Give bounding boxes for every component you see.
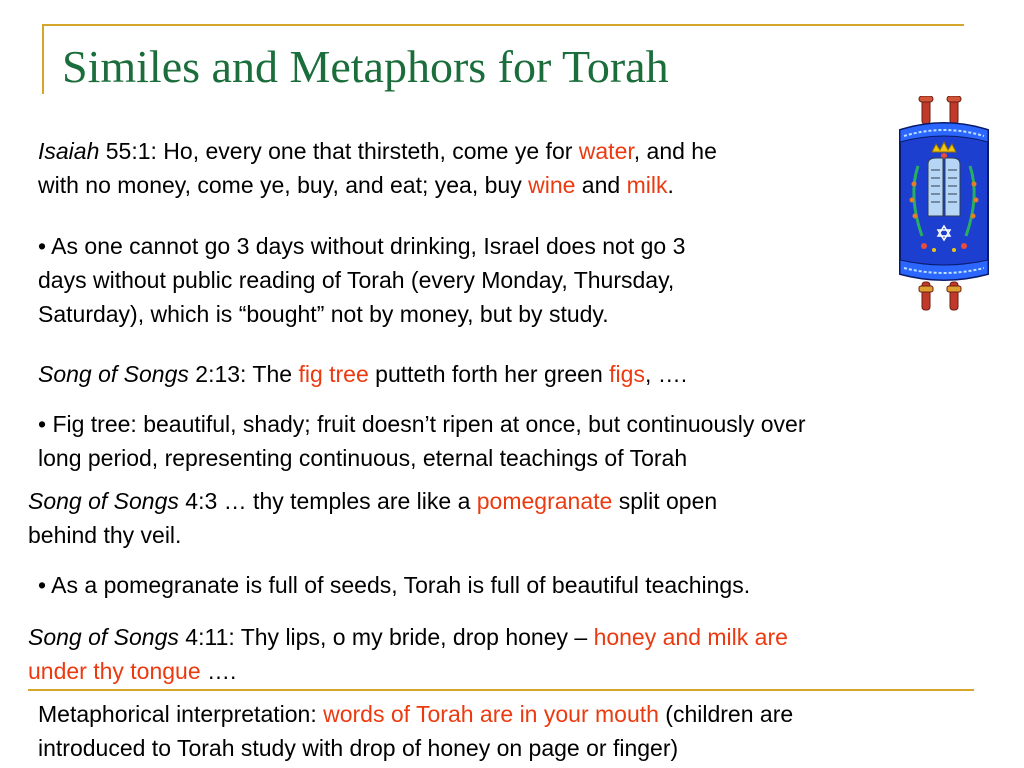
verse-song-2-13-line1 <box>38 357 687 391</box>
verse-isaiah-text: with no money, come ye, buy, and eat; yea, buy <box>38 172 529 198</box>
verse-text: 2:13: The <box>188 361 299 387</box>
verse-isaiah-line1 <box>38 134 717 168</box>
verse-isaiah-line2 <box>38 168 717 202</box>
keyword-water: water <box>578 138 634 164</box>
verse-text: …. <box>200 658 237 684</box>
note-fig-tree <box>38 407 806 475</box>
keyword-figs: figs <box>609 361 645 387</box>
verse-isaiah-book: Isaiah <box>38 138 100 164</box>
note-metaphorical-interpretation <box>38 697 793 765</box>
note-isaiah <box>38 229 685 331</box>
verse-song-2-13 <box>38 357 687 391</box>
keyword-fig-tree: fig tree <box>298 361 369 387</box>
verse-text: , …. <box>644 361 688 387</box>
torah-scroll-icon <box>894 96 994 314</box>
note-metaphorical-line2: introduced to Torah study with drop of honey on page or finger) <box>38 735 679 761</box>
verse-text: 4:3 … thy temples are like a <box>178 488 477 514</box>
verse-song-4-3-line1 <box>28 484 717 518</box>
keyword-milk: milk <box>626 172 668 198</box>
note-isaiah-line3: Saturday), which is “bought” not by money, but by study. <box>38 301 609 327</box>
verse-isaiah-text: , and he <box>633 138 717 164</box>
verse-isaiah <box>38 134 717 202</box>
note-pomegranate <box>38 568 750 602</box>
frame-top-rule <box>42 24 964 26</box>
note-metaphorical-line1 <box>38 697 793 731</box>
frame-bottom-rule <box>28 689 974 691</box>
verse-isaiah-text: . <box>667 172 674 198</box>
note-pomegranate-line1: • As a pomegranate is full of seeds, Torah is full of beautiful teachings. <box>38 572 751 598</box>
slide-title: Similes and Metaphors for Torah <box>62 41 669 92</box>
verse-text: 4:11: Thy lips, o my bride, drop honey – <box>178 624 594 650</box>
verse-isaiah-text: and <box>575 172 627 198</box>
verse-song-4-3-line2: behind thy veil. <box>28 522 182 548</box>
note-text: Metaphorical interpretation: <box>38 701 324 727</box>
keyword-pomegranate: pomegranate <box>476 488 613 514</box>
keyword-wine: wine <box>528 172 576 198</box>
note-fig-tree-line1: • Fig tree: beautiful, shady; fruit doesn’t ripen at once, but continuously over <box>38 411 806 437</box>
verse-song-4-11-line1 <box>28 620 788 654</box>
verse-song-4-11 <box>28 620 788 688</box>
frame-left-rule <box>42 24 44 94</box>
verse-song-4-3-book: Song of Songs <box>28 488 179 514</box>
verse-song-4-3 <box>28 484 717 552</box>
verse-text: putteth forth her green <box>368 361 610 387</box>
verse-song-4-11-line2 <box>28 654 788 688</box>
verse-text: split open <box>612 488 718 514</box>
keyword-under-thy-tongue: under thy tongue <box>28 658 201 684</box>
note-isaiah-line2: days without public reading of Torah (every Monday, Thursday, <box>38 267 675 293</box>
note-isaiah-line1: • As one cannot go 3 days without drinking, Israel does not go 3 <box>38 233 686 259</box>
verse-song-2-13-book: Song of Songs <box>38 361 189 387</box>
keyword-words-of-torah: words of Torah are in your mouth <box>323 701 659 727</box>
note-fig-tree-line2: long period, representing continuous, eternal teachings of Torah <box>38 445 688 471</box>
keyword-honey-and-milk: honey and milk are <box>593 624 788 650</box>
verse-isaiah-text: 55:1: Ho, every one that thirsteth, come ye for <box>99 138 579 164</box>
note-text: (children are <box>658 701 794 727</box>
verse-song-4-11-book: Song of Songs <box>28 624 179 650</box>
